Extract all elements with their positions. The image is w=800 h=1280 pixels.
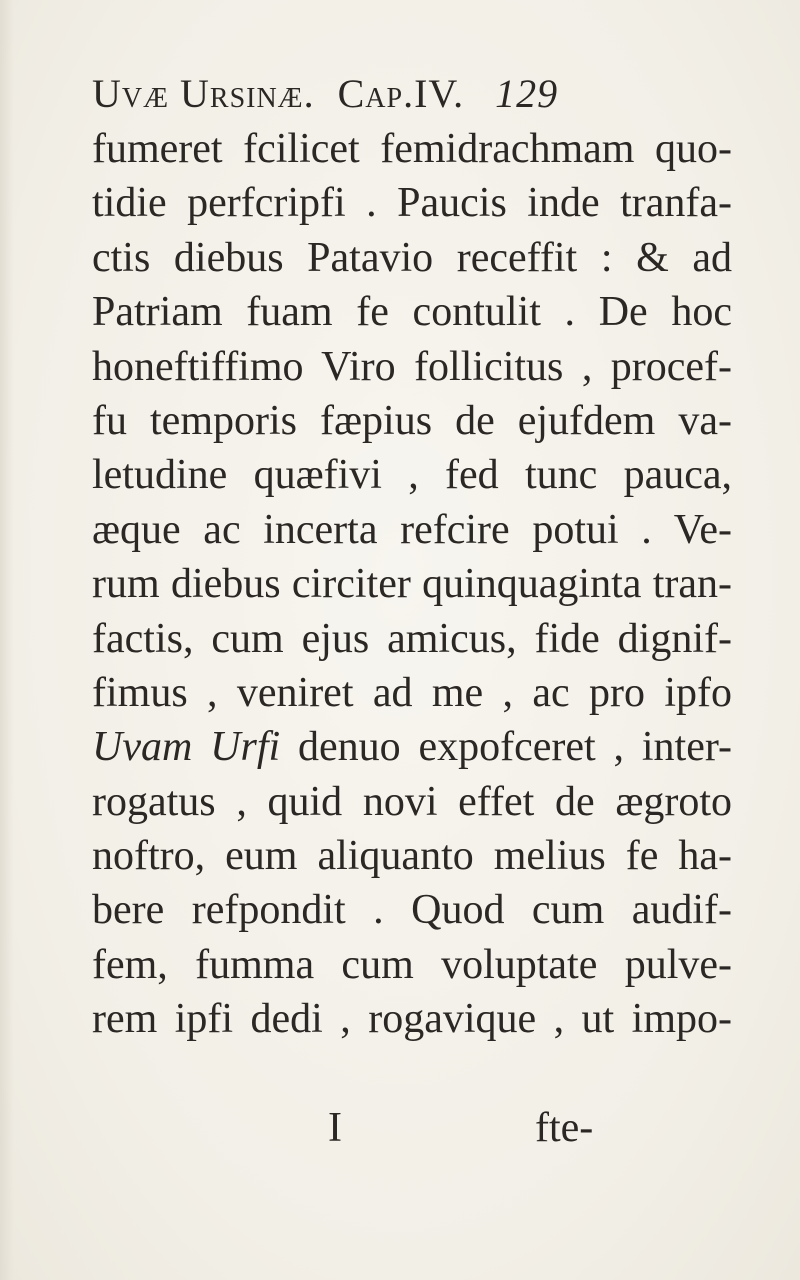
text-line: rem ipfi dedi , rogavique , ut impo-: [92, 996, 732, 1043]
running-head: [92, 70, 652, 126]
text-line: Patriam fuam fe contulit . De hoc: [92, 289, 732, 336]
page-footer: [0, 1104, 800, 1158]
text-line: rogatus , quid novi effet de ægroto: [92, 778, 732, 825]
text-line: fem, fumma cum voluptate pulve-: [92, 941, 732, 988]
text-line: fimus , veniret ad me , ac pro ipfo: [92, 669, 732, 716]
body-text: [92, 122, 732, 1047]
text-line: noftro, eum aliquanto melius fe ha-: [92, 833, 732, 880]
text-line: factis, cum ejus amicus, fide dignif-: [92, 615, 732, 662]
text-line-italic-mixed: [92, 720, 732, 774]
text-line: fu temporis fæpius de ejufdem va-: [92, 397, 732, 444]
text-line: honeftiffimo Viro follicitus , procef-: [92, 343, 732, 390]
text-line: ctis diebus Patavio receffit : & ad: [92, 234, 732, 281]
text-line: fumeret fcilicet femidrachmam quo-: [92, 126, 732, 172]
text-line: rum diebus circiter quinquaginta tran-: [92, 561, 732, 608]
text-line: tidie perfcripfi . Paucis inde tranfa-: [92, 180, 732, 227]
text-line: æque ac incerta refcire potui . Ve-: [92, 506, 732, 553]
italic-phrase: Uvam Urfi: [92, 724, 281, 771]
text-line: bere refpondit . Quod cum audif-: [92, 887, 732, 934]
catchword: fte-: [535, 1105, 594, 1151]
page-gutter-shadow: [0, 0, 14, 1280]
page-number: 129: [495, 71, 559, 116]
running-head-title: Uvæ Ursinæ.: [92, 71, 315, 116]
signature-mark: I: [328, 1105, 342, 1151]
text-line: letudine quæfivi , fed tunc pauca,: [92, 452, 732, 499]
text-line-rest: denuo expofceret , inter-: [280, 724, 732, 771]
running-head-chapter: Cap.IV.: [337, 71, 465, 116]
